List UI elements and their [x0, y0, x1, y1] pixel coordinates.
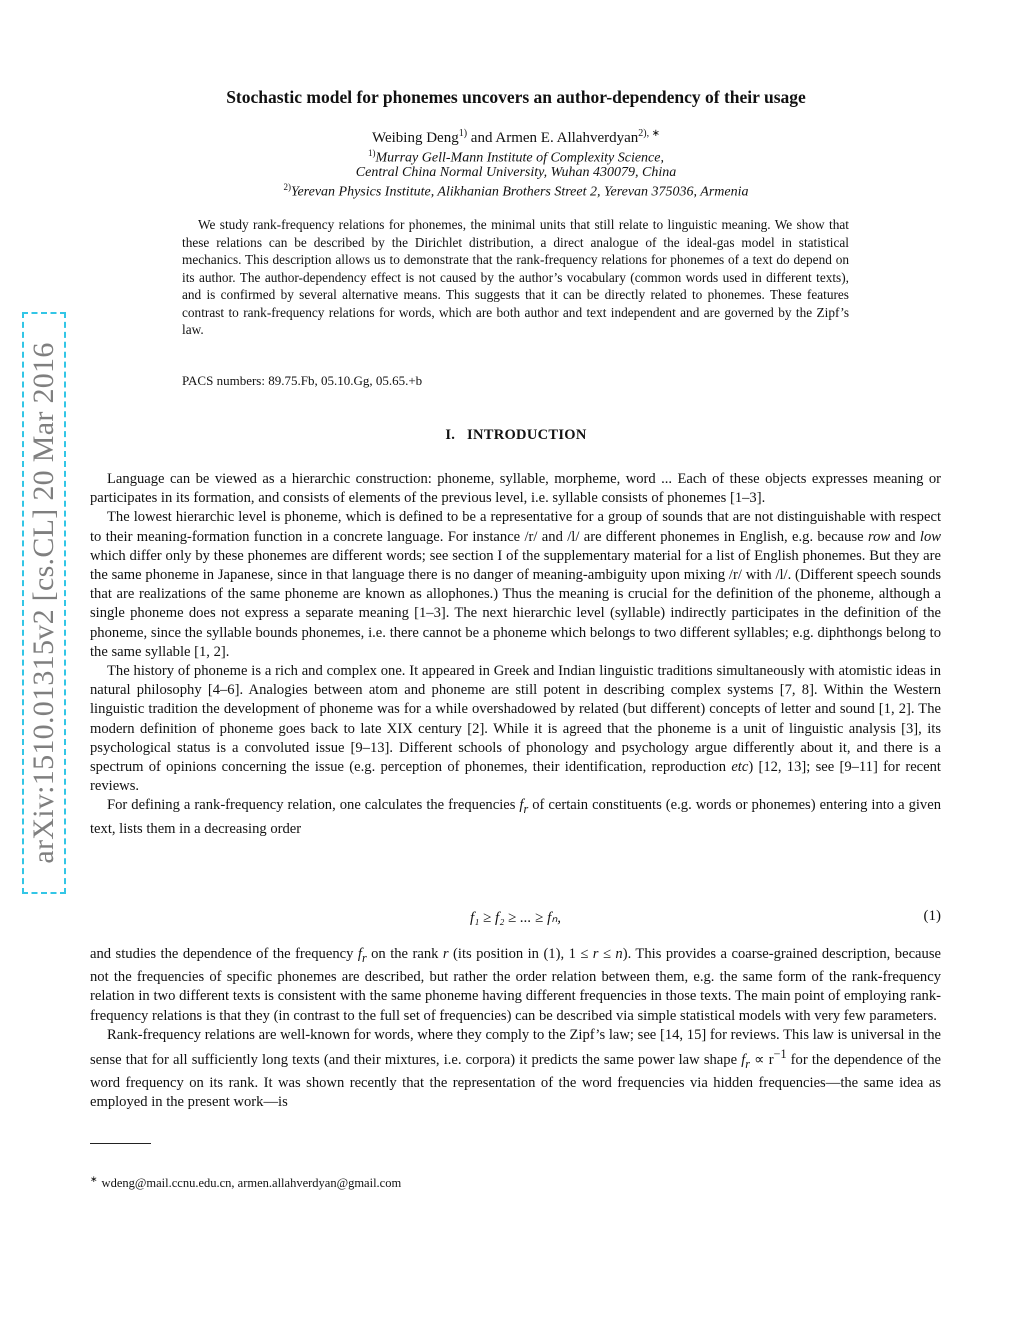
zipf-formula: f	[741, 1051, 746, 1068]
equation-1	[90, 908, 941, 930]
paragraph: For defining a rank-frequency relation, one calculates the frequencies $f_r$ of certain constituents (e.g. words or phonemes) entering into a given text, lists them in a decreasing order	[90, 797, 941, 837]
author-emails[interactable]: wdeng@mail.ccnu.edu.cn, armen.allahverdyan@gmail.com	[101, 1176, 402, 1191]
affiliation-mark: 1)	[458, 128, 468, 139]
section-number: I.	[445, 427, 456, 443]
equation-body: f₁ ≥ f₂ ≥ ... ≥ fₙ,	[469, 910, 562, 926]
affiliation-text: Central China Normal University, Wuhan 430079, China	[355, 165, 677, 180]
footnote	[90, 1174, 401, 1191]
example-word: row	[867, 528, 891, 545]
footnote-mark: ∗	[90, 1174, 98, 1184]
affiliation-mark: 2)	[283, 182, 291, 192]
paragraph: Language can be viewed as a hierarchic construction: phoneme, syllable, morpheme, word ... Each of these objects expresses meaning or participates in its formation, and consists of elements of the previous level, i.e. syllable consists of phonemes [1–3].	[90, 471, 941, 507]
introduction-text-lower	[90, 945, 941, 1112]
paragraph: The history of phoneme is a rich and complex one. It appeared in Greek and Indian linguistic traditions simultaneously with atomistic ideas in natural philosophy [4–6]. Analogies between atom and phoneme are still potent in describing complex systems [7, 8]. Within the Western linguistic tradition the development of phoneme was for a while overshadowed by related (but different) concepts of letter and sound [1, 2]. The modern definition of phoneme goes back to late XIX century [2]. While it is agreed that the phoneme is a unit of linguistic analysis [3], its psychological status is a convoluted issue [9–13]. Different schools of phonology and psychology argue differently about it, and there is a spectrum of opinions concerning the issue (e.g. perception of phonemes, their identification, reproduction etc) [12, 13]; see [9–11] for recent reviews.	[90, 663, 941, 795]
arxiv-stamp[interactable]	[22, 312, 66, 894]
affiliation-text: Yerevan Physics Institute, Alikhanian Brothers Street 2, Yerevan 375036, Armenia	[290, 184, 749, 200]
affiliation-1-line-2	[90, 165, 942, 181]
author-name: Armen E. Allahverdyan	[495, 130, 639, 146]
section-heading	[90, 427, 942, 444]
introduction-text-upper	[90, 470, 941, 839]
affiliation-mark: 2), ∗	[638, 128, 660, 139]
paragraph: and studies the dependence of the frequency $f_r$ on the rank r (its position in (1), 1 ≤ r ≤ n). This provides a coarse-grained description, because not the frequencies of specific phonemes are described, but rather the order relation between them, e.g. the same form of the rank-frequency relation in two different texts is consistent with the same phoneme having different frequencies in those texts. The main point of employing rank-frequency relations is that they (in contrast to the full set of frequencies) can be described via simple statistical models with very few parameters.	[90, 946, 941, 1024]
equation-number: (1)	[923, 908, 941, 924]
affiliation-1	[90, 148, 942, 167]
paragraph: The lowest hierarchic level is phoneme, which is defined to be a representative for a group of sounds that are not distinguishable with respect to their meaning-formation function in a concrete language. For instance /r/ and /l/ are different phonemes in English, e.g. because row and low which differ only by these phonemes are different words; see section I of the supplementary material for a list of English phonemes. But they are the same phoneme in Japanese, since in that language there is no danger of meaning-ambiguity upon mixing /r/ with /l/. (Different speech sounds that are realizations of the same phoneme are known as allophones.) Thus the meaning is crucial for the definition of the phoneme, although a single phoneme does not express a separate meaning [1–3]. The next hierarchic level (syllable) indirectly participates in the definition of the phoneme, since the syllable bounds phonemes, i.e. there cannot be a phoneme which belongs to two different syllables; e.g. diphthongs belong to the same syllable [1, 2].	[90, 509, 941, 660]
arxiv-identifier: arXiv:1510.01315v2 [cs.CL] 20 Mar 2016	[27, 342, 60, 864]
section-title: INTRODUCTION	[467, 427, 587, 443]
affiliation-2	[90, 182, 942, 201]
math-symbol: f	[519, 797, 524, 814]
example-word: low	[919, 528, 941, 545]
author-connector: and	[467, 130, 496, 146]
affiliation-mark: 1)	[368, 148, 376, 158]
affiliation-text: Murray Gell-Mann Institute of Complexity Science,	[375, 150, 664, 166]
pacs-numbers: PACS numbers: 89.75.Fb, 05.10.Gg, 05.65.+b	[182, 373, 423, 388]
paper-title: Stochastic model for phonemes uncovers an author-dependency of their usage	[226, 87, 806, 107]
paragraph: Rank-frequency relations are well-known for words, where they comply to the Zipf’s law; see [14, 15] for reviews. This law is universal in the sense that for all sufficiently long texts (and their mixtures, i.e. corpora) it predicts the same power law shape $f_r \propto r^{-1}$ for the dependence of the word frequency on its rank. It was shown recently that the representation of the word frequencies via hidden frequencies—the same idea as employed in the present work—is	[90, 1026, 941, 1111]
footnote-rule	[90, 1143, 151, 1144]
abstract: We study rank-frequency relations for phonemes, the minimal units that still relate to linguistic meaning. We show that these relations can be described by the Dirichlet distribution, a direct analogue of the ideal-gas model in statistical mechanics. This description allows us to demonstrate that the rank-frequency relations for phonemes of a text do depend on its author. The author-dependency effect is not caused by the author’s vocabulary (common words used in different texts), and is confirmed by several alternative means. This suggests that it can be directly related to phonemes. These features contrast to rank-frequency relations for words, which are both author and text independent and are governed by the Zipf’s law.	[182, 217, 849, 337]
author-name: Weibing Deng	[372, 130, 459, 146]
author-line	[90, 128, 942, 147]
